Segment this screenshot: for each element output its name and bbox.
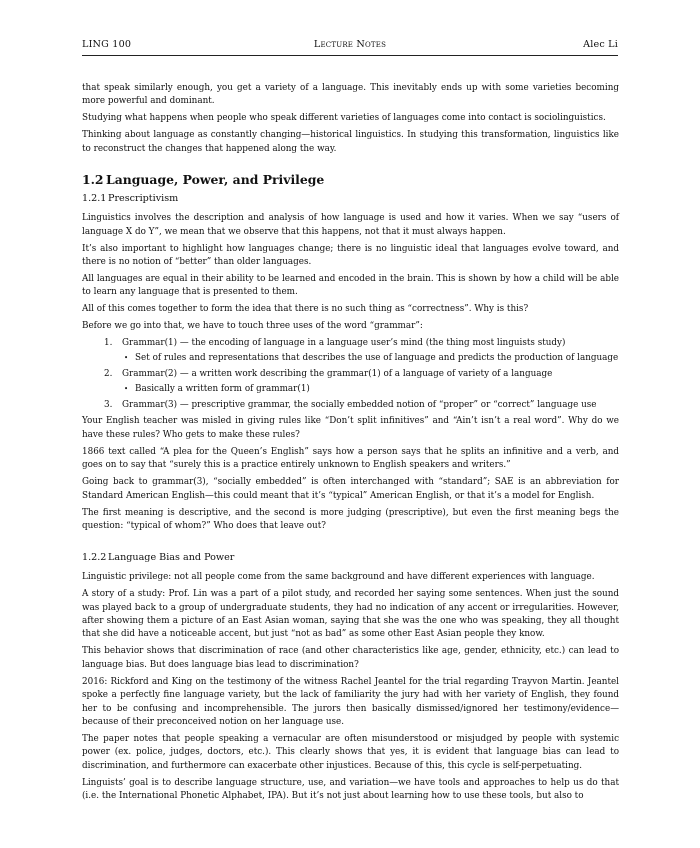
- list-marker: 3.: [104, 400, 113, 411]
- paragraph: The first meaning is descriptive, and the second is more judging (prescriptive), but even the first meaning begs the question: “typical of whom?” Who does that leave out?: [82, 507, 619, 532]
- header-course: LING 100: [82, 39, 132, 50]
- section-heading: [82, 172, 619, 188]
- paragraph: Before we go into that, we have to touch three uses of the word “grammar”:: [82, 321, 423, 332]
- intro-paragraph: that speak similarly enough, you get a variety of a language. This inevitably ends up with some varieties becoming more powerful and dominant.: [82, 83, 619, 107]
- paragraph: Your English teacher was misled in giving rules like “Don’t split infinitives” and “Ain’t isn’t a real word”. Why do we have these rules? Who gets to make these rules?: [82, 416, 619, 440]
- paragraph: 1866 text called “A plea for the Queen’s English” says how a person says that he splits an infinitive and a verb, and goes on to say that “surely this is a practice entirely unknown to English speakers and writers.”: [82, 446, 619, 471]
- paragraph: Linguistics involves the description and analysis of how language is used and how it varies. When we say “users of language X do Y”, we mean that we observe that this happens, not that it must always happen.: [82, 213, 619, 237]
- paragraph: A story of a study: Prof. Lin was a part of a pilot study, and recorded her saying some sentences. When just the sound was played back to a group of undergraduate students, they had no indication of any accent or irregularities. However, after showing them a picture of an East Asian woman, saying that she was the one who was speaking, they all thought that she did have a noticeable accent, but just “not as bad” as some other East Asian people they know.: [82, 589, 619, 640]
- list-item-text: Grammar(1) — the encoding of language in a language user’s mind (the thing most linguists study): [122, 338, 566, 349]
- intro-paragraph: Thinking about language as constantly changing—historical linguistics. In studying this transformation, linguistics like to reconstruct the changes that happened along the way.: [82, 130, 619, 154]
- subsection-number: 1.2.2: [82, 552, 107, 564]
- grammar-list-item: [82, 337, 619, 365]
- intro-paragraph: Studying what happens when people who speak different varieties of languages come into contact is sociolinguistics.: [82, 113, 606, 124]
- paragraph: This behavior shows that discrimination of race (and other characteristics like age, gender, ethnicity, etc.) can lead to language bias. But does language bias lead to discrimination?: [82, 646, 619, 670]
- list-marker: 2.: [104, 369, 113, 380]
- subsection-heading: [82, 192, 619, 205]
- running-header: [82, 39, 618, 53]
- paragraph: Linguists’ goal is to describe language structure, use, and variation—we have tools and approaches to help us do that (i.e. the International Phonetic Alphabet, IPA). But it’s not just about learning how to use these tools, but also to: [82, 777, 619, 802]
- paragraph: 2016: Rickford and King on the testimony of the witness Rachel Jeantel for the trial regarding Trayvon Martin. Jeantel spoke a perfectly fine language variety, but the lack of familiarity the jury had with her variety of English, they found her to be confusing and incomprehensible. The jurors then basically dismissed/ignored her testimony/evidence—because of their preconceived notion on her language use.: [82, 676, 619, 727]
- sub-bullet-item: • Set of rules and representations that describes the use of language and predicts the production of language: [122, 352, 619, 365]
- subsection-number: 1.2.1: [82, 193, 107, 205]
- subsection-title: Prescriptivism: [108, 193, 179, 205]
- document-body: [82, 82, 619, 807]
- grammar-list: [82, 337, 619, 412]
- header-rule: [82, 55, 618, 56]
- sub-bullet-list: [122, 352, 619, 365]
- paragraph: All languages are equal in their ability to be learned and encoded in the brain. This is shown by how a child will be able to learn any language that is presented to them.: [82, 274, 619, 298]
- paragraph: Going back to grammar(3), “socially embedded” is often interchanged with “standard”; SAE is an abbreviation for Standard American English—this could meant that it’s “typical” American English, or that it’s a model for English.: [82, 477, 619, 501]
- grammar-list-item: [82, 368, 619, 396]
- list-marker: 1.: [104, 338, 113, 349]
- section-number: 1.2: [82, 172, 104, 188]
- paragraph: The paper notes that people speaking a vernacular are often misunderstood or misjudged by people with systemic power (ex. police, judges, doctors, etc.). This clearly shows that yes, it is evident that language bias can lead to discrimination, and furthermore can exacerbate other injustices. Because of this, this cycle is self-perpetuating.: [82, 733, 619, 771]
- section-title: Language, Power, and Privilege: [106, 172, 325, 188]
- spacer: [82, 537, 619, 547]
- header-author: Alec Li: [583, 39, 618, 50]
- header-title: Lecture Notes: [313, 39, 387, 50]
- paragraph: All of this comes together to form the idea that there is no such thing as “correctness”. Why is this?: [82, 304, 529, 315]
- sub-bullet-item: • Basically a written form of grammar(1): [122, 383, 619, 396]
- list-item-text: Grammar(3) — prescriptive grammar, the socially embedded notion of “proper” or “correct” language use: [122, 400, 597, 411]
- subsection-title: Language Bias and Power: [108, 552, 235, 564]
- subsection-heading: [82, 551, 619, 564]
- list-item-text: Grammar(2) — a written work describing the grammar(1) of a language of variety of a language: [122, 369, 553, 380]
- grammar-list-item: [82, 399, 619, 412]
- sub-bullet-list: [122, 383, 619, 396]
- paragraph: It’s also important to highlight how languages change; there is no linguistic ideal that languages evolve toward, and there is no notion of “better” than older languages.: [82, 243, 619, 268]
- paragraph: Linguistic privilege: not all people come from the same background and have different experiences with language.: [82, 572, 595, 583]
